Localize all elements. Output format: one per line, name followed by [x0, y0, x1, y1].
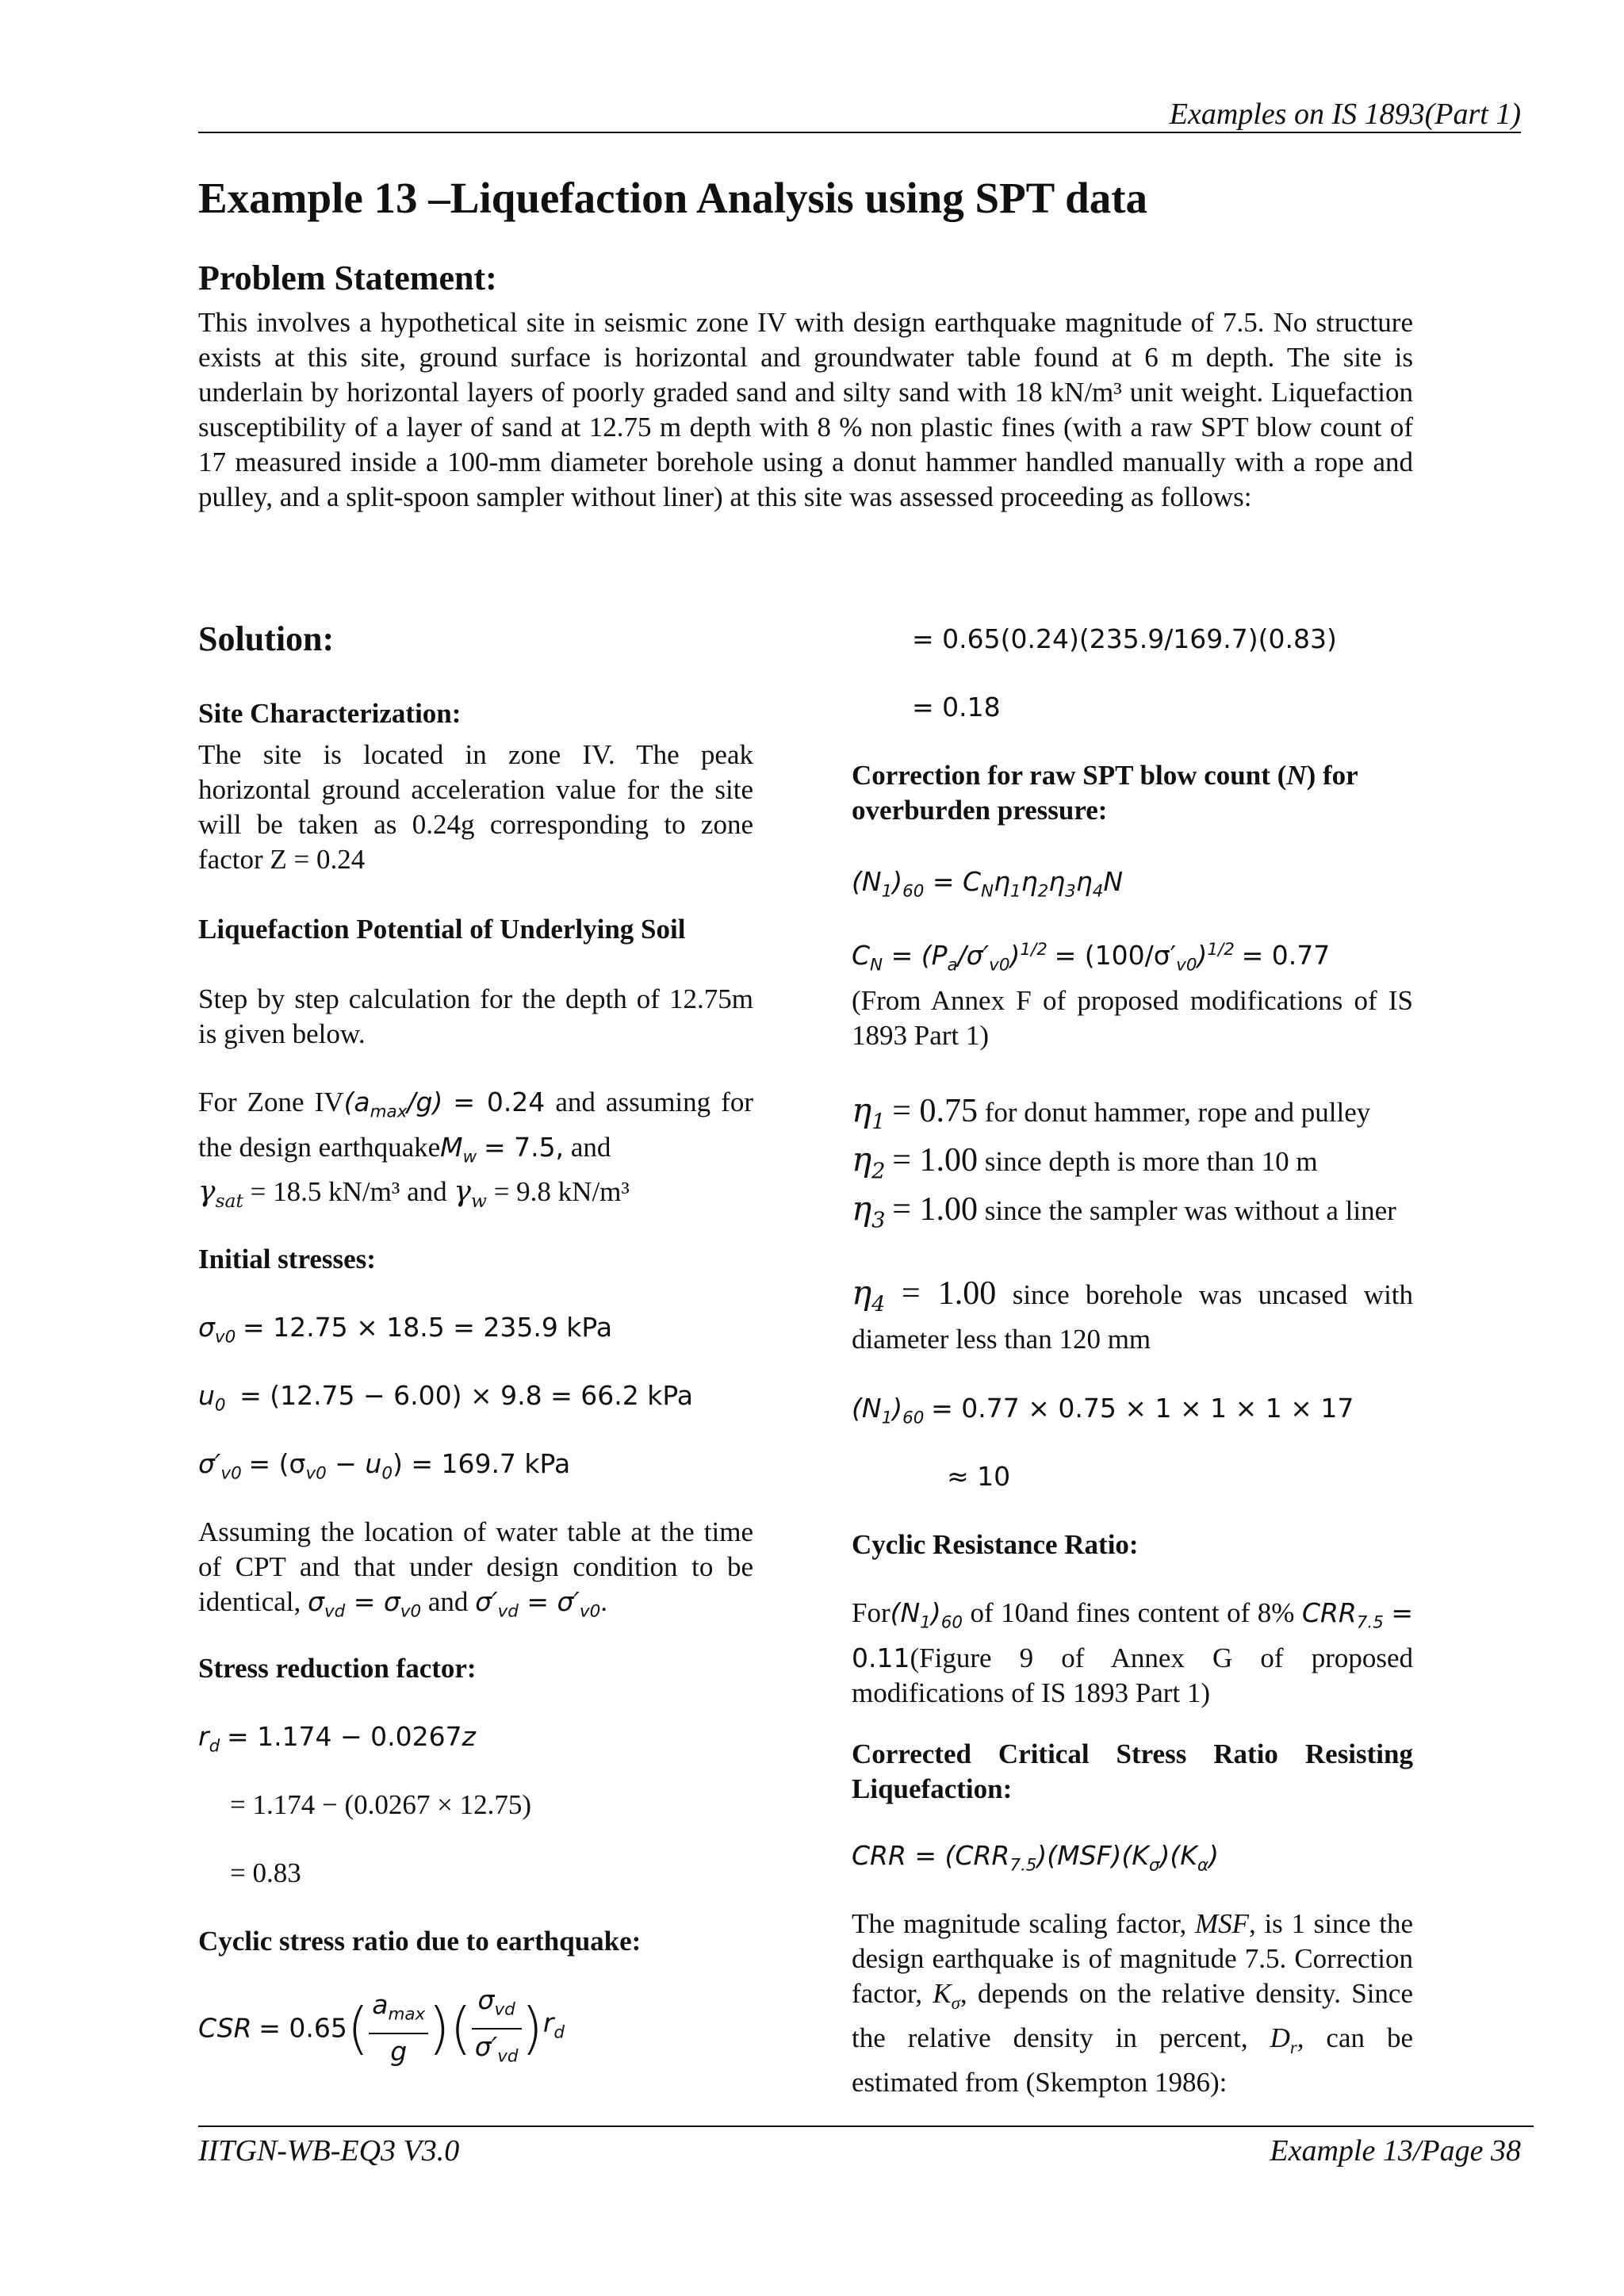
footer-right: Example 13/Page 38	[1270, 2134, 1521, 2168]
msf-text: The magnitude scaling factor, MSF, is 1 since the design earthquake is of magnitude 7.5. Correction factor, $K_\sigma$, depends on the relative density. Since the relative density in percent, $D_r$, can be estimated from (Skempton 1986):	[852, 1908, 1413, 2098]
site-heading: Site Characterization:	[198, 698, 462, 729]
sv0-equation: $\sigma_{v0} = 12.75 \times 18.5 = 235.9$ kPa	[198, 1312, 613, 1347]
ccsr-heading: Corrected Critical Stress Ratio Resisting Liquefaction:	[852, 1738, 1413, 1804]
eta1-line: $\eta_1 = 0.75$ for donut hammer, rope and pulley	[852, 1091, 1371, 1135]
eta2-line: $\eta_2 = 1.00$ since depth is more than 10 m	[852, 1140, 1318, 1184]
step-text: Step by step calculation for the depth of 12.75m is given below.	[198, 983, 753, 1049]
csr-calc-1: = 0.65(0.24)(235.9/169.7)(0.83)	[912, 623, 1337, 654]
site-text: The site is located in zone IV. The peak horizontal ground acceleration value for the site will be taken as 0.24g corresponding to zone factor Z = 0.24	[198, 739, 753, 875]
rd-equation-2: = 1.174 − (0.0267 × 12.75)	[230, 1789, 532, 1820]
problem-heading: Problem Statement:	[198, 259, 497, 297]
rd-equation-3: = 0.83	[230, 1857, 301, 1888]
n160-definition: $(N_1)_{60} = C_N\eta_1\eta_2\eta_3\eta_4N$	[852, 866, 1124, 902]
solution-heading: Solution:	[198, 619, 335, 658]
footer-rule	[198, 2125, 1534, 2127]
initial-stresses-heading: Initial stresses:	[198, 1244, 376, 1274]
crr-equation: CRR = $(CRR_{7.5})(MSF)(K_\sigma)(K_\alpha)$	[852, 1840, 1219, 1876]
eta3-line: $\eta_3 = 1.00$ since the sampler was without a liner	[852, 1189, 1396, 1233]
potential-heading: Liquefaction Potential of Underlying Soil	[198, 914, 686, 945]
zone-paragraph: For Zone $IV(a_{max}/g) = 0.24$ and assuming for the design earthquakeM$_w$ = 7.5, and $\gamma_{sat} = 18.5$ kN/m³ and $\gamma_w = 9.8$ kN/m³	[198, 1087, 754, 1213]
crr-text: $For(N_1)_{60}$ of 10and fines content of 8% $CRR_{7.5}$ = 0.11(Figure 9 of Annex G of proposed modifications of IS 1893 Part 1)	[852, 1597, 1414, 1708]
eta4-line: $\eta_4 = 1.00$ since borehole was uncased with diameter less than 120 mm	[852, 1273, 1414, 1355]
u0-equation: $u_0 = (12.75 - 6.00) \times 9.8 = 66.2$ kPa	[198, 1380, 693, 1416]
crr-heading: Cyclic Resistance Ratio:	[852, 1529, 1139, 1560]
n160-approx: ≈ 10	[947, 1461, 1011, 1492]
annex-note: (From Annex F of proposed modifications of IS 1893 Part 1)	[852, 985, 1413, 1051]
csr-heading: Cyclic stress ratio due to earthquake:	[198, 1926, 642, 1957]
running-header: Examples on IS 1893(Part 1)	[1169, 98, 1521, 131]
rd-equation-1: $r_d = 1.174 - 0.0267z$	[198, 1721, 476, 1757]
footer-left: IITGN-WB-EQ3 V3.0	[198, 2134, 460, 2168]
correction-heading: Correction for raw SPT blow count (N) for overburden pressure:	[852, 760, 1358, 826]
cn-equation: $C_N = (P_a/\sigma'_{v0})^{1/2} = (100/\sigma'_{v0})^{1/2} = 0.77$	[852, 940, 1331, 976]
assume-text: Assuming the location of water table at the time of CPT and that under design condition to be identical, $\sigma_{vd} = \sigma_{v0}$ and $\sigma'_{vd} = \sigma'_{v0}$.	[198, 1516, 753, 1622]
n160-calc: $(N_1)_{60} = 0.77 \times 0.75 \times 1 \times 1 \times 1 \times 17$	[852, 1393, 1354, 1428]
csr-equation: CSR = 0.65( $\frac{a_{max}}{g}$ )( $\frac{\sigma_{vd}}{\sigma'_{vd}}$ )$r_d$	[198, 1984, 565, 2067]
problem-text: This involves a hypothetical site in seismic zone IV with design earthquake magnitude of 7.5. No structure exists at this site, ground surface is horizontal and groundwater table found at 6 m depth. The site is underlain by horizontal layers of poorly graded sand and silty sand with 18 kN/m³ unit weight. Liquefaction susceptibility of a layer of sand at 12.75 m depth with 8 % non plastic fines (with a raw SPT blow count of 17 measured inside a 100-mm diameter borehole using a donut hammer handled manually with a rope and pulley, and a split-spoon sampler without liner) at this site was assessed proceeding as follows:	[198, 307, 1413, 512]
page-title: Example 13 –Liquefaction Analysis using SPT data	[198, 174, 1148, 222]
sv0p-equation: $\sigma'_{v0} = (\sigma_{v0} - u_0) = 169.7$ kPa	[198, 1448, 571, 1484]
stress-reduction-heading: Stress reduction factor:	[198, 1653, 477, 1684]
csr-calc-2: = 0.18	[912, 692, 1001, 723]
header-rule	[198, 132, 1521, 133]
